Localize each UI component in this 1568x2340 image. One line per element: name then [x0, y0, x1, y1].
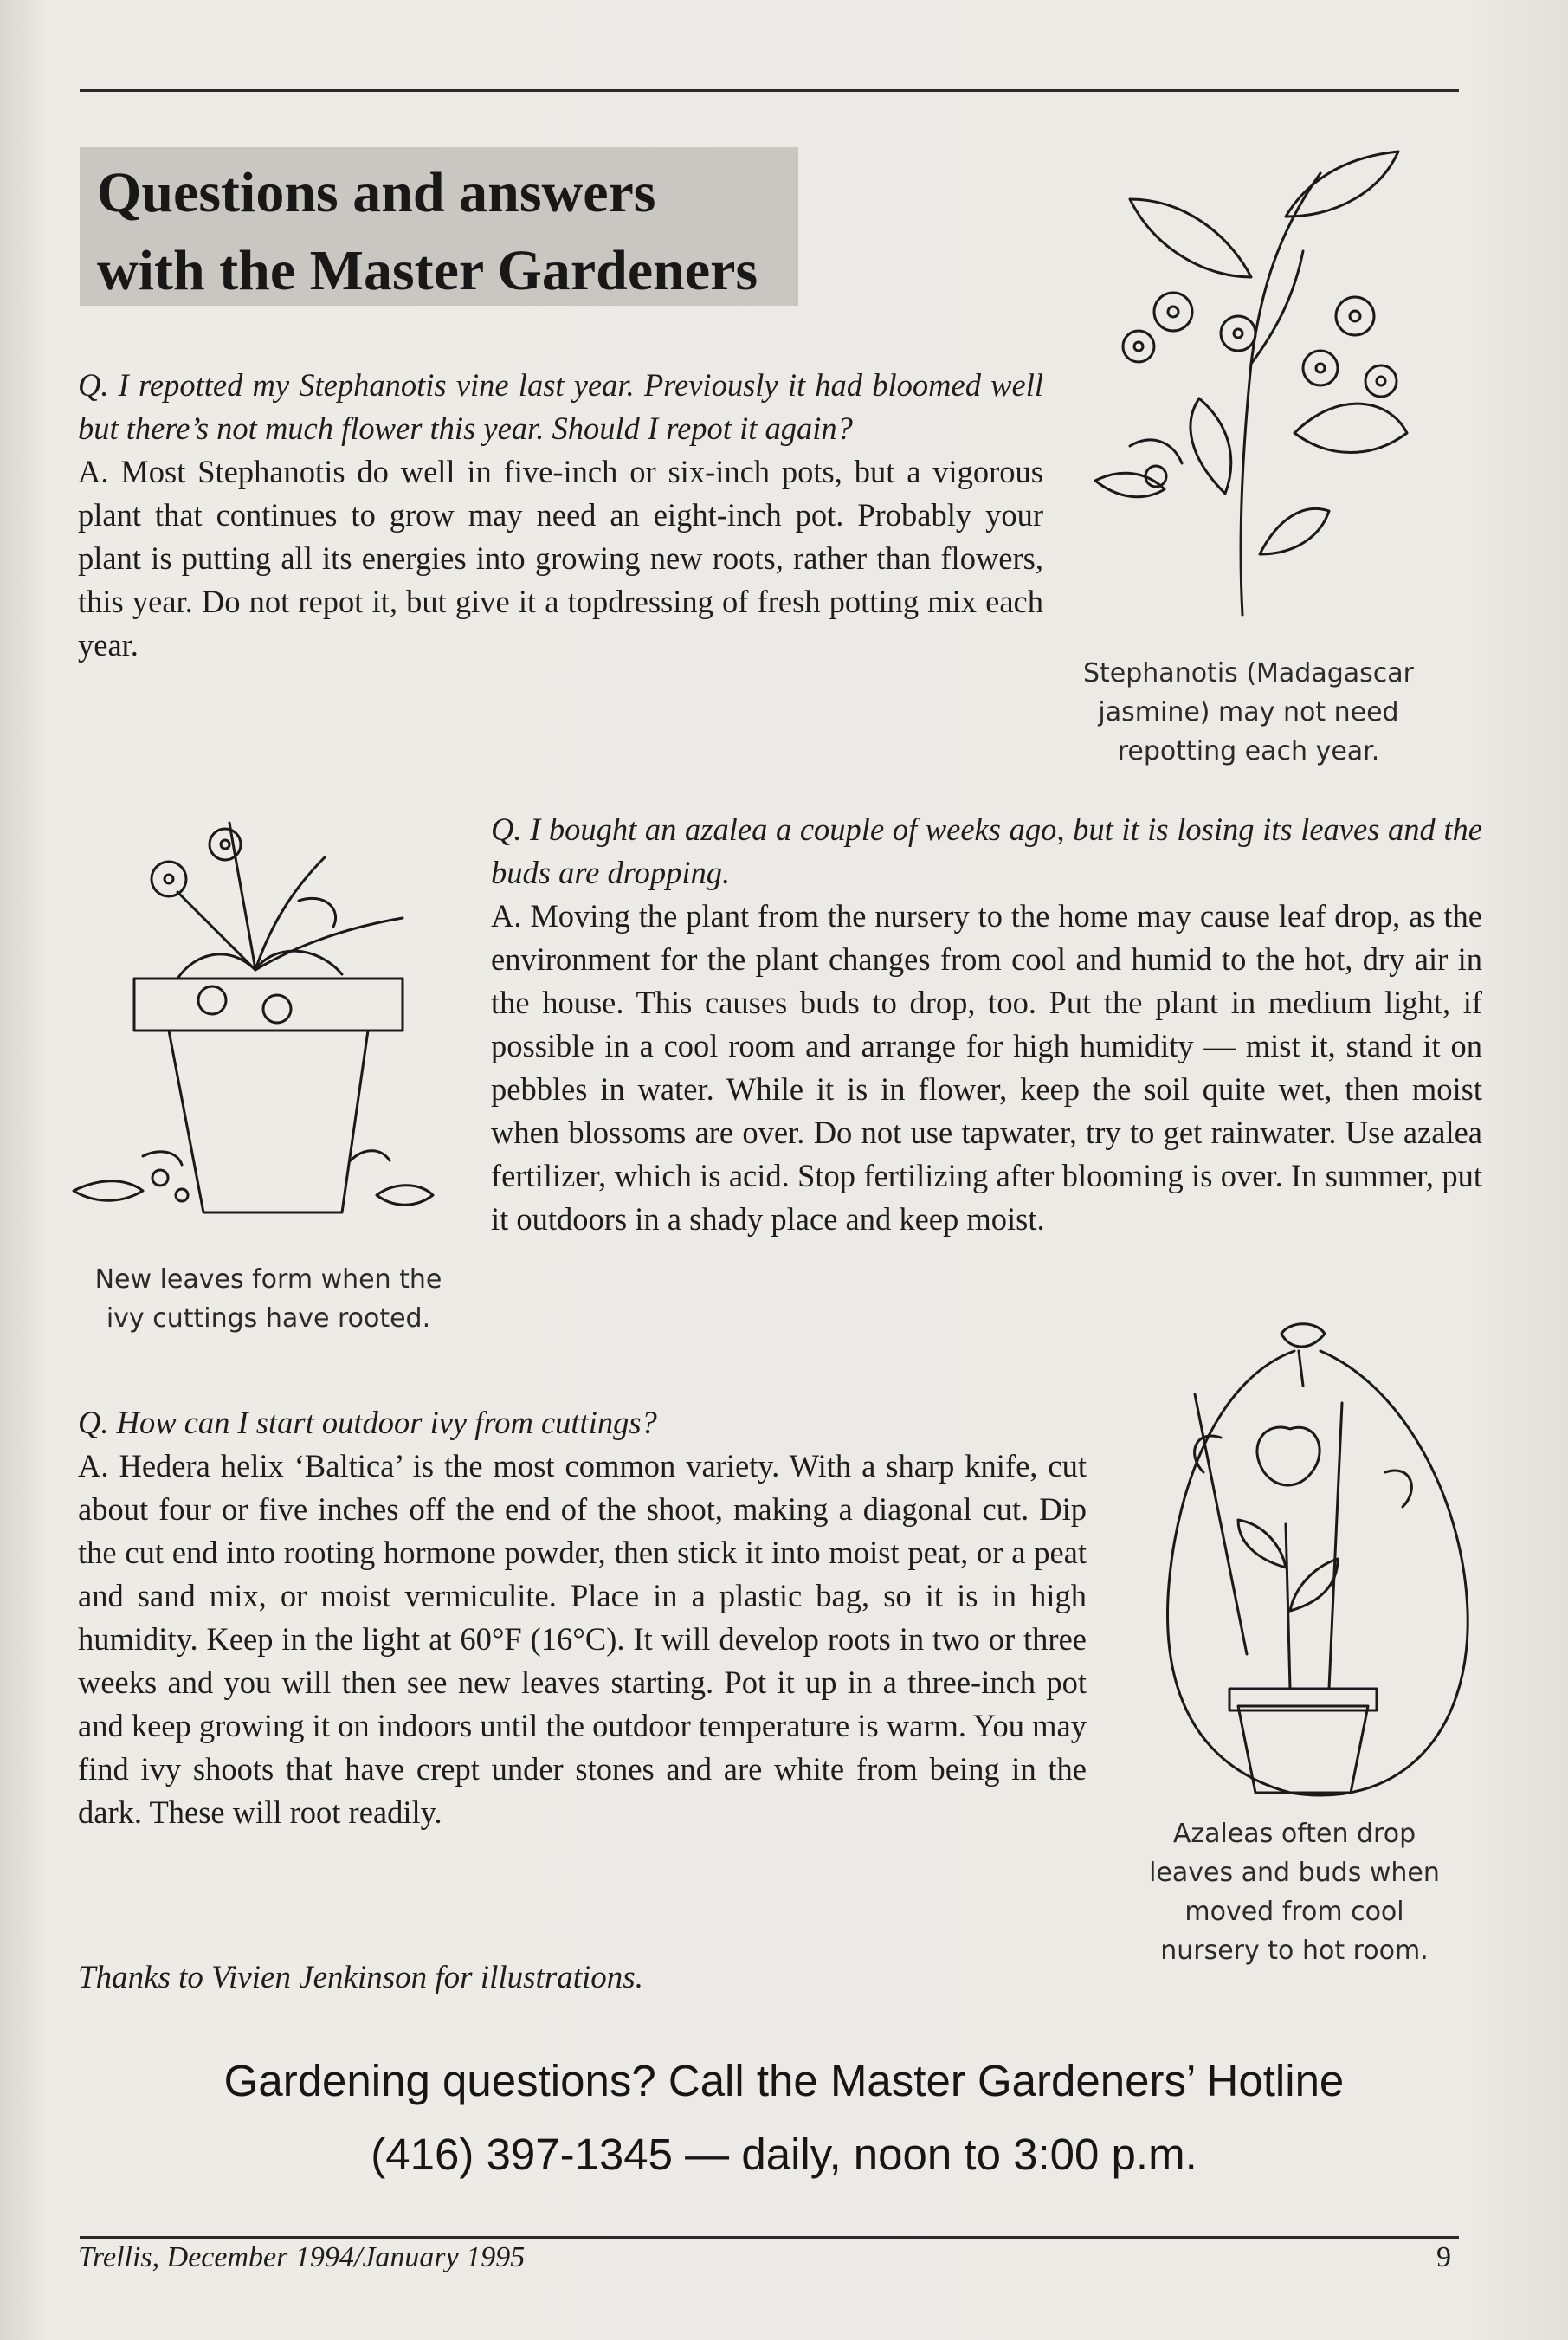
- caption-azalea-line-2: leaves and buds when: [1149, 1858, 1440, 1888]
- question-2: Q. I bought an azalea a couple of weeks ago, but it is losing its leaves and the buds are dropping.: [491, 811, 1482, 890]
- answer-1: A. Most Stephanotis do well in five-inch or six-inch pots, but a vigorous plant that continues to grow may need an eight-inch pot. Probably your plant is putting all its energies into growing new roots, rather than flowers, this year. Do not repot it, but give it a topdressing of fresh potting mix each year.: [78, 454, 1043, 663]
- caption-ivy-line-1: New leaves form when the: [94, 1264, 442, 1295]
- question-3: Q. How can I start outdoor ivy from cuttings?: [78, 1405, 657, 1440]
- caption-ivy: [87, 1260, 450, 1338]
- hotline-phone-hours: (416) 397-1345 — daily, noon to 3:00 p.m.: [371, 2130, 1197, 2179]
- page-title: [97, 154, 758, 310]
- qa-2: [491, 808, 1482, 1241]
- title-line-2: with the Master Gardeners: [97, 239, 758, 302]
- page-number: 9: [1436, 2241, 1451, 2273]
- footer-rule: [80, 2236, 1459, 2239]
- answer-2: A. Moving the plant from the nursery to the home may cause leaf drop, as the environment for the plant changes from cool and humid to the hot, dry air in the house. This causes buds to drop, too. Put the plant in medium light, if possible in a cool room and arrange for high humidity — mist it, stand it on pebbles in water. While it is in flower, keep the soil quite wet, then moist when blossoms are over. Do not use tapwater, try to get rainwater. Use azalea fertilizer, which is acid. Stop fertilizing after blooming is over. In summer, put it outdoors in a shady place and keep moist.: [491, 898, 1482, 1237]
- caption-azalea: [1113, 1814, 1476, 1970]
- illustration-credit: Thanks to Vivien Jenkinson for illustrations.: [78, 1960, 643, 1995]
- stephanotis-illustration: [1078, 147, 1407, 624]
- hotline-heading: Gardening questions? Call the Master Gardeners’ Hotline: [223, 2056, 1345, 2105]
- caption-stephanotis-line-2: jasmine) may not need: [1098, 697, 1399, 727]
- azalea-bagged-pot-illustration: [1117, 1325, 1489, 1810]
- caption-azalea-line-1: Azaleas often drop: [1172, 1819, 1416, 1849]
- footer-publication: Trellis, December 1994/January 1995: [78, 2241, 526, 2273]
- title-line-1: Questions and answers: [97, 161, 656, 224]
- qa-3: [78, 1401, 1087, 1834]
- answer-3: A. Hedera helix ‘Baltica’ is the most common variety. With a sharp knife, cut about four or five inches off the end of the shoot, making a diagonal cut. Dip the cut end into rooting hormone powder, then stick it into moist peat, or a peat and sand mix, or moist vermiculite. Place in a plastic bag, so it is in high humidity. Keep in the light at 60°F (16°C). It will develop roots in two or three weeks and you will then see new leaves starting. Pot it up in a three-inch pot and keep growing it on indoors until the outdoor temperature is warm. You may find ivy shoots that have crept under stones and are white from being in the dark. These will root readily.: [78, 1448, 1087, 1830]
- caption-ivy-line-2: ivy cuttings have rooted.: [106, 1303, 431, 1334]
- caption-stephanotis: [1067, 654, 1430, 771]
- caption-stephanotis-line-1: Stephanotis (Madagascar: [1082, 658, 1414, 688]
- caption-stephanotis-line-3: repotting each year.: [1117, 736, 1380, 766]
- top-rule: [80, 89, 1459, 92]
- caption-azalea-line-4: nursery to hot room.: [1160, 1936, 1429, 1966]
- caption-azalea-line-3: moved from cool: [1184, 1897, 1404, 1927]
- qa-1: [78, 364, 1043, 667]
- ivy-pot-illustration: [39, 797, 472, 1256]
- question-1: Q. I repotted my Stephanotis vine last year. Previously it had bloomed well but there’s not much flower this year. Should I repot it again?: [78, 367, 1043, 446]
